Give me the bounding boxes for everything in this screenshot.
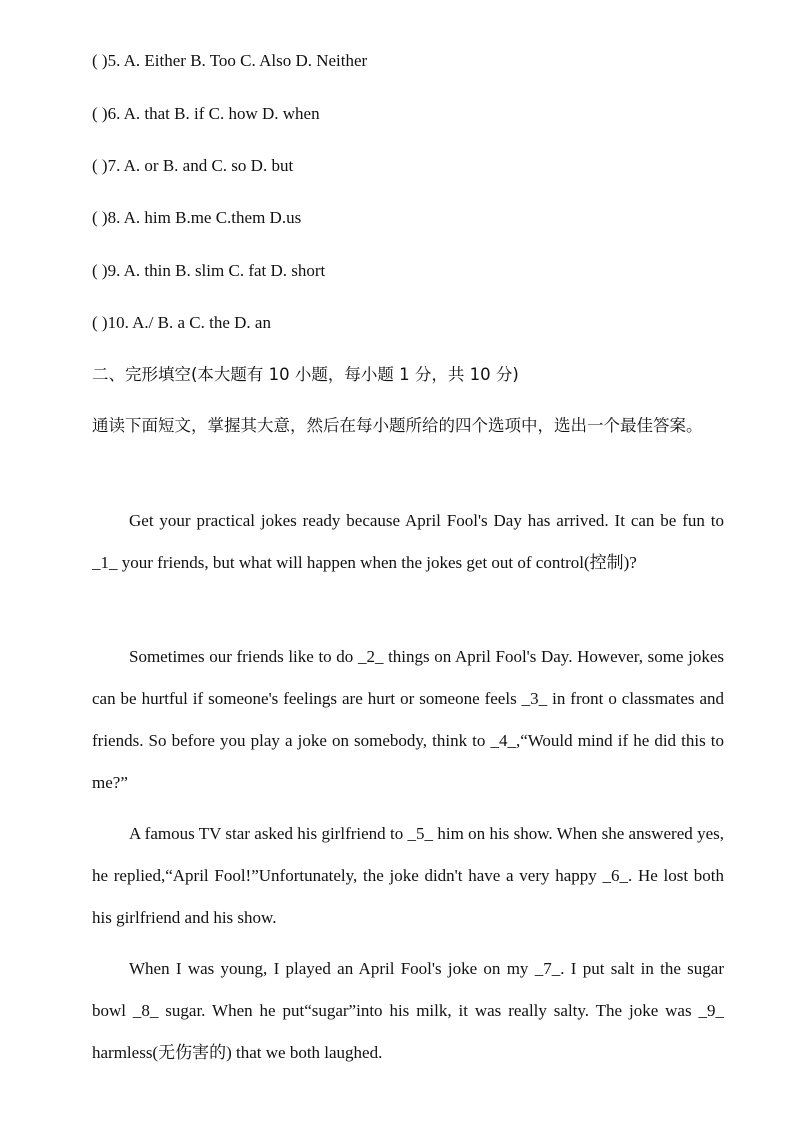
paragraph-text: A famous TV star asked his girlfriend to _5_ him on his show. When she answered yes, he replied,“April Fool!”Unfortunately, the joke didn't have a very happy _6_. He lost both his girlfriend and his show. [92, 824, 724, 927]
paragraph-text: When I was young, I played an April Fool's joke on my _7_. I put salt in the sugar bowl _8_ sugar. When he put“sugar”into his milk, it was really salty. The joke was _9_ harmless(无伤害的) that we both laughed. [92, 959, 724, 1062]
passage-paragraph-2 [92, 636, 724, 804]
paragraph-text: Sometimes our friends like to do _2_ things on April Fool's Day. However, some jokes can be hurtful if someone's feelings are hurt or someone feels _3_ in front o classmates and friends. So before you play a joke on somebody, think to _4_,“Would mind if he did this to me?” [92, 647, 724, 792]
question-9-options: ( )9. A. thin B. slim C. fat D. short [92, 261, 326, 280]
question-10-options: ( )10. A./ B. a C. the D. an [92, 313, 271, 332]
section-heading: 二、完形填空(本大题有 10 小题，每小题 1 分，共 10 分) [92, 365, 519, 384]
passage-paragraph-3 [92, 813, 724, 939]
section-instruction [92, 405, 724, 447]
paragraph-text: Get your practical jokes ready because April Fool's Day has arrived. It can be fun to _1_ your friends, but what will happen when the jokes get out of control(控制)? [92, 511, 724, 572]
question-6-options: ( )6. A. that B. if C. how D. when [92, 104, 320, 123]
passage-paragraph-1 [92, 500, 724, 584]
passage-paragraph-4 [92, 948, 724, 1074]
question-8-options: ( )8. A. him B.me C.them D.us [92, 208, 302, 227]
question-7-options: ( )7. A. or B. and C. so D. but [92, 156, 294, 175]
question-5-options: ( )5. A. Either B. Too C. Also D. Neither [92, 51, 368, 70]
instruction-text: 通读下面短文，掌握其大意，然后在每小题所给的四个选项中，选出一个最佳答案。 [92, 416, 703, 435]
